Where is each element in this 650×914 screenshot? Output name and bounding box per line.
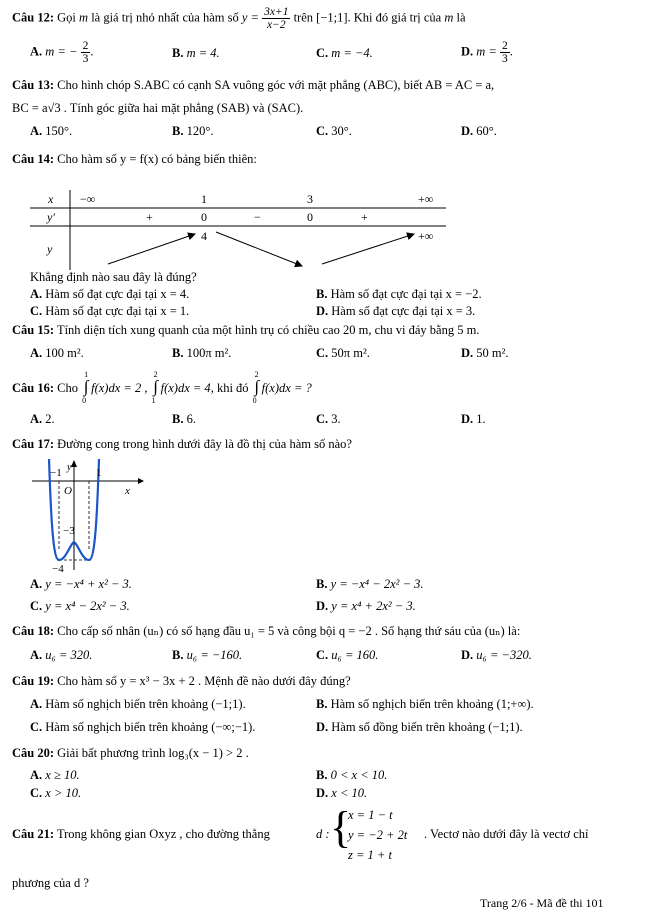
q19-opt-b[interactable] (316, 697, 534, 712)
q12-opt-d-frac (500, 40, 510, 65)
q13-opt-a-label: A. (30, 124, 43, 138)
q21-eq2: y = −2 + 2t (348, 828, 408, 842)
graph-label-neg1: −1 (50, 467, 62, 479)
q13-line1-text: Cho hình chóp S.ABC có cạnh SA vuông góc với mặt phẳng (ABC), biết AB = AC = a, (57, 78, 495, 92)
q20-opt-d-label: D. (316, 786, 329, 800)
q21-stem (12, 827, 270, 842)
q15-opt-a[interactable] (30, 346, 84, 361)
q21-d-label: d : (316, 827, 330, 841)
q20-text: Giải bất phương trình log₃(x − 1) > 2 . (57, 746, 249, 760)
graph-label-y: y (67, 462, 72, 473)
table-sign-1: + (146, 210, 153, 224)
q16-i2-body: f(x)dx = 4 (160, 381, 211, 395)
q12-opt-c-text: m = −4. (331, 46, 373, 60)
q20-opt-c[interactable] (30, 786, 81, 801)
q16-text-b: , khi đó (210, 381, 249, 395)
q14-opt-c-text: Hàm số đạt cực đại tại x = 1. (45, 304, 190, 318)
q21-text-b: . Vectơ nào dưới đây là vectơ chỉ (424, 827, 589, 841)
q12-opt-d-post: . (509, 44, 513, 59)
q12-opt-d-den: 3 (502, 53, 508, 66)
q12-func-lhs: y = (241, 10, 259, 25)
graph-label-x: x (125, 485, 130, 497)
q17-opt-d-text: y = x⁴ + 2x² − 3. (331, 599, 416, 613)
q18-opt-c[interactable] (316, 648, 378, 663)
q18-stem (12, 623, 520, 639)
q12-opt-d-label: D. (461, 44, 474, 59)
q16-i2-lo: 1 (151, 396, 156, 405)
q14-opt-b-label: B. (316, 287, 328, 301)
graph-y-arrow (71, 460, 77, 467)
q19-opt-d-label: D. (316, 720, 329, 734)
q19-label: Câu 19: (12, 674, 55, 688)
table-yp-label: y′ (47, 210, 55, 224)
q12-opt-a-post: . (90, 44, 94, 59)
q12-opt-c[interactable] (316, 46, 373, 61)
q16-i1-up: 1 (84, 370, 89, 379)
q15-opt-c-text: 50π m². (331, 346, 370, 360)
q17-opt-b[interactable] (316, 577, 423, 592)
q17-opt-b-label: B. (316, 577, 328, 591)
q16-stem (12, 370, 312, 405)
variation-table (30, 188, 450, 272)
table-sign-2: 0 (201, 210, 207, 224)
q15-opt-b-label: B. (172, 346, 184, 360)
q14-opt-c[interactable] (30, 304, 189, 319)
table-arrow-up-1 (108, 234, 195, 264)
integral-sign-1: ∫ 1 0 (82, 370, 89, 405)
q14-text: Cho hàm số y = f(x) có bảng biến thiên: (57, 152, 257, 166)
q12-opt-d-pre: m = (476, 44, 497, 59)
q13-line1 (12, 78, 494, 93)
q17-opt-d[interactable] (316, 599, 416, 614)
q16-i1-body: f(x)dx = 2 , (91, 381, 148, 395)
q18-opt-c-text: u₆ = 160. (331, 648, 379, 662)
q17-label: Câu 17: (12, 437, 55, 451)
table-sign-3: − (254, 210, 261, 224)
q15-opt-c[interactable] (316, 346, 370, 361)
q21-text-a: Trong không gian Oxyz , cho đường thẳng (56, 827, 270, 841)
q13-opt-b-label: B. (172, 124, 184, 138)
q20-opt-a[interactable] (30, 768, 80, 783)
q20-opt-c-label: C. (30, 786, 43, 800)
q14-stem (12, 152, 257, 167)
graph-label-neg4: −4 (52, 563, 64, 573)
q18-opt-a-text: u₆ = 320. (45, 648, 93, 662)
q18-text: Cho cấp số nhân (uₙ) có số hạng đầu u₁ = 5 và công bội q = −2 . Số hạng thứ sáu của (uₙ) là: (57, 624, 521, 638)
q20-label: Câu 20: (12, 746, 55, 760)
q12-opt-b-text: m = 4. (186, 46, 220, 60)
q17-opt-a[interactable] (30, 577, 132, 592)
q19-text: Cho hàm số y = x³ − 3x + 2 . Mệnh đề nào dưới đây đúng? (57, 674, 351, 688)
q12-opt-c-label: C. (316, 46, 329, 60)
q17-opt-a-text: y = −x⁴ + x² − 3. (45, 577, 132, 591)
q17-stem (12, 437, 352, 452)
q12-opt-b[interactable] (172, 46, 220, 61)
q14-question: Khẳng định nào sau đây là đúng? (30, 270, 197, 284)
q12-text-c: trên (293, 10, 314, 25)
q16-opt-b-label: B. (172, 412, 184, 426)
q16-opt-d[interactable] (461, 412, 486, 427)
q20-opt-a-text: x ≥ 10. (45, 768, 80, 782)
q13-opt-d[interactable] (461, 124, 497, 139)
q14-opt-b[interactable] (316, 287, 482, 302)
q17-opt-c-text: y = x⁴ − 2x² − 3. (45, 599, 130, 613)
q12-opt-a-frac (81, 40, 94, 66)
q13-opt-d-label: D. (461, 124, 474, 138)
q16-label: Câu 16: (12, 381, 55, 395)
q21-label: Câu 21: (12, 827, 55, 841)
q15-text: Tính diện tích xung quanh của một hình trụ có chiều cao 20 m, chu vi đáy bằng 5 m. (56, 323, 480, 337)
q15-opt-d-text: 50 m². (476, 346, 509, 360)
q12-m2: m (444, 10, 454, 25)
q20-opt-b-label: B. (316, 768, 328, 782)
q16-i3-body: f(x)dx = ? (261, 381, 312, 395)
q13-opt-d-text: 60°. (476, 124, 497, 138)
table-x-label: x (48, 192, 54, 206)
q17-graph (30, 458, 145, 573)
q15-opt-b[interactable] (172, 346, 231, 361)
q13-opt-a[interactable] (30, 124, 72, 139)
q14-opt-a-text: Hàm số đạt cực đại tại x = 4. (45, 287, 190, 301)
q16-opt-c-label: C. (316, 412, 329, 426)
graph-label-pos1: 1 (96, 467, 102, 479)
table-arrow-up-2 (322, 234, 414, 264)
q16-opt-a[interactable] (30, 412, 55, 427)
q14-opt-d[interactable] (316, 304, 475, 319)
q16-i2-up: 2 (153, 370, 158, 379)
q13-opt-c[interactable] (316, 124, 352, 139)
q17-text: Đường cong trong hình dưới đây là đồ thị của hàm số nào? (57, 437, 352, 451)
q12-num: 3x+1 (264, 6, 289, 18)
q20-opt-a-label: A. (30, 768, 43, 782)
q16-i3-up: 2 (254, 370, 259, 379)
q17-opt-a-label: A. (30, 577, 43, 591)
table-sign-5: + (361, 210, 368, 224)
q16-i3-lo: 0 (252, 396, 257, 405)
q12-opt-a-den: 3 (82, 53, 89, 66)
graph-label-origin: O (64, 485, 72, 497)
q19-opt-c-label: C. (30, 720, 43, 734)
q19-opt-d[interactable] (316, 720, 523, 735)
q19-opt-d-text: Hàm số đồng biến trên khoảng (−1;1). (331, 720, 523, 734)
q13-line2: BC = a√3 . Tính góc giữa hai mặt phẳng (SAB) và (SAC). (12, 101, 304, 115)
q14-opt-d-text: Hàm số đạt cực đại tại x = 3. (331, 304, 476, 318)
q17-opt-c[interactable] (30, 599, 130, 614)
q12-m: m (79, 10, 89, 25)
q18-opt-a-label: A. (30, 648, 43, 662)
q18-opt-d-text: u₆ = −320. (476, 648, 532, 662)
graph-label-neg3: −3 (63, 525, 75, 537)
table-x-3: 3 (307, 192, 313, 206)
q21-system-brace: { (330, 803, 352, 852)
q16-opt-a-label: A. (30, 412, 43, 426)
q18-opt-b-label: B. (172, 648, 184, 662)
integral-sign-3: ∫ 2 0 (252, 370, 259, 405)
q12-stem (12, 6, 466, 31)
q21-line2: phương của d ? (12, 876, 89, 890)
q20-opt-c-text: x > 10. (45, 786, 82, 800)
q15-opt-d[interactable] (461, 346, 509, 361)
q19-stem (12, 674, 351, 689)
q15-opt-a-label: A. (30, 346, 43, 360)
q12-label: Câu 12: (12, 10, 55, 25)
q15-label: Câu 15: (12, 323, 55, 337)
q15-opt-d-label: D. (461, 346, 474, 360)
q12-text-e: là (456, 10, 466, 25)
q14-opt-c-label: C. (30, 304, 43, 318)
q19-opt-a-label: A. (30, 697, 43, 711)
q15-opt-c-label: C. (316, 346, 329, 360)
graph-x-arrow (138, 478, 144, 484)
table-arrow-down (216, 232, 302, 266)
q19-opt-a[interactable] (30, 697, 246, 712)
table-y-right: +∞ (418, 229, 434, 243)
q12-opt-a-pre: m = − (45, 44, 78, 59)
q13-opt-a-text: 150°. (45, 124, 73, 138)
q18-opt-c-label: C. (316, 648, 329, 662)
q18-opt-d-label: D. (461, 648, 474, 662)
q20-stem (12, 746, 249, 761)
q20-opt-d-text: x < 10. (331, 786, 368, 800)
q14-opt-b-text: Hàm số đạt cực đại tại x = −2. (330, 287, 482, 301)
q14-label: Câu 14: (12, 152, 55, 166)
table-sign-4: 0 (307, 210, 313, 224)
q12-opt-b-label: B. (172, 46, 184, 60)
q17-opt-b-text: y = −x⁴ − 2x² − 3. (330, 577, 424, 591)
q16-opt-a-text: 2. (45, 412, 55, 426)
q12-opt-a[interactable] (30, 40, 93, 65)
q16-opt-d-label: D. (461, 412, 474, 426)
table-y-label: y (47, 242, 53, 256)
q14-opt-a-label: A. (30, 287, 43, 301)
table-x-neginf: −∞ (80, 192, 96, 206)
q13-opt-b[interactable] (172, 124, 213, 139)
q13-label: Câu 13: (12, 78, 55, 92)
q16-text-a: Cho (57, 381, 78, 395)
q12-opt-a-label: A. (30, 44, 43, 59)
q18-opt-a[interactable] (30, 648, 92, 663)
q16-opt-c[interactable] (316, 412, 341, 427)
q15-stem (12, 323, 479, 338)
q12-fraction (262, 6, 290, 31)
q20-opt-d[interactable] (316, 786, 367, 801)
q17-opt-d-label: D. (316, 599, 329, 613)
table-x-posinf: +∞ (418, 192, 434, 206)
q13-opt-c-text: 30°. (331, 124, 352, 138)
q12-opt-d-num: 2 (502, 40, 508, 52)
table-x-1: 1 (201, 192, 207, 206)
q16-opt-b[interactable] (172, 412, 196, 427)
q18-opt-b[interactable] (172, 648, 242, 663)
q14-opt-a[interactable] (30, 287, 189, 302)
q12-opt-a-num: 2 (82, 40, 89, 52)
integral-sign-2: ∫ 2 1 (151, 370, 158, 405)
q12-den: x−2 (266, 19, 286, 32)
page-footer: Trang 2/6 - Mã đề thi 101 (480, 896, 604, 910)
q15-opt-b-text: 100π m². (186, 346, 232, 360)
q16-i1-lo: 0 (82, 396, 87, 405)
q19-opt-c-text: Hàm số nghịch biến trên khoảng (−∞;−1). (45, 720, 256, 734)
q19-opt-b-label: B. (316, 697, 328, 711)
q12-interval: [−1;1] (316, 10, 348, 25)
q12-text-b: là giá trị nhỏ nhất của hàm số (91, 10, 239, 25)
q16-opt-c-text: 3. (331, 412, 341, 426)
q13-opt-b-text: 120°. (186, 124, 214, 138)
q20-opt-b[interactable] (316, 768, 387, 783)
q20-opt-b-text: 0 < x < 10. (330, 768, 388, 782)
q19-opt-a-text: Hàm số nghịch biến trên khoảng (−1;1). (45, 697, 246, 711)
q18-label: Câu 18: (12, 624, 55, 638)
q12-text-a: Gọi (57, 10, 76, 25)
q18-opt-d[interactable] (461, 648, 532, 663)
q21-eq3: z = 1 + t (348, 848, 392, 862)
q21-eq1: x = 1 − t (348, 808, 393, 822)
q12-opt-d[interactable] (461, 40, 513, 65)
table-y-top: 4 (201, 229, 207, 243)
q19-opt-b-text: Hàm số nghịch biến trên khoảng (1;+∞). (330, 697, 534, 711)
q19-opt-c[interactable] (30, 720, 255, 735)
q18-opt-b-text: u₆ = −160. (186, 648, 243, 662)
q16-opt-b-text: 6. (186, 412, 196, 426)
q15-opt-a-text: 100 m². (45, 346, 84, 360)
q13-opt-c-label: C. (316, 124, 329, 138)
q14-opt-d-label: D. (316, 304, 329, 318)
q12-text-d: . Khi đó giá trị của (347, 10, 442, 25)
q17-opt-c-label: C. (30, 599, 43, 613)
q16-opt-d-text: 1. (476, 412, 486, 426)
